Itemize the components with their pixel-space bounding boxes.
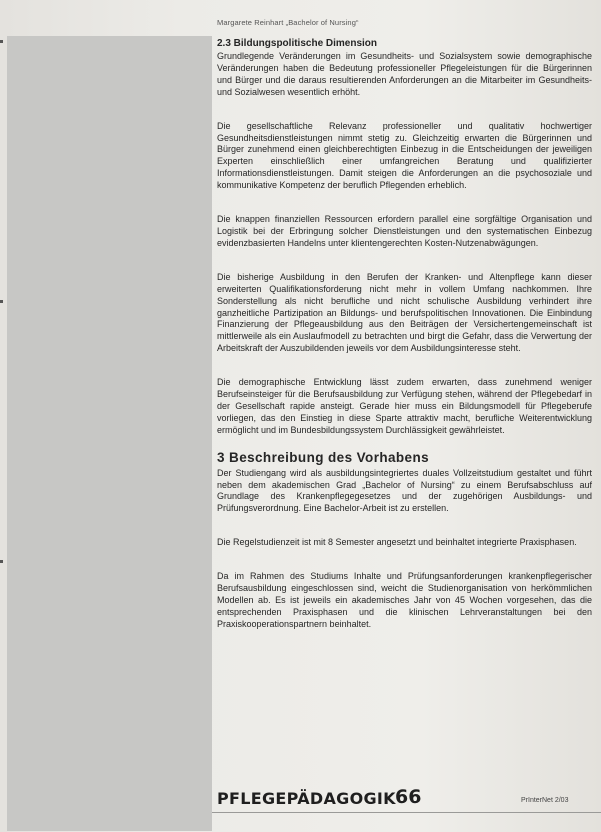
footer-divider — [212, 812, 601, 813]
paragraph: Die Regelstudienzeit ist mit 8 Semester angesetzt und beinhaltet integrierte Praxisphasen. — [217, 537, 577, 548]
left-margin-panel — [7, 36, 212, 831]
paragraph: Die gesellschaftliche Relevanz professioneller und qualitativ hochwertiger Gesundheitsdienstleistungen nimmt stetig zu. Gleichzeitig erwarten die Bürgerinnen und Bürger zunehmend einen gleichberechtigten Einbezug in die Entscheidungen der jeweiligen Experten einschließlich einer umfangreichen Beratung und qualifizierter Informationsdienstleistungen. Damit steigen die Anforderungen an die psychosoziale und kommunikative Kompetenz der beruflich Pflegenden erheblich. — [217, 120, 592, 191]
paragraph: Grundlegende Veränderungen im Gesundheits- und Sozialsystem sowie demographische Veränderungen haben die Bedeutung professioneller Pflegeleistungen für die Bürgerinnen und Bürger und die daraus resultierenden Anforderungen an die Mitarbeiter im Gesundheits- und Sozialwesen wesentlich erhöht. — [217, 51, 592, 97]
margin-mark — [0, 40, 3, 43]
running-header: Margarete Reinhart „Bachelor of Nursing“ — [217, 18, 359, 27]
section-heading-3: 3 Beschreibung des Vorhabens — [217, 449, 430, 465]
journal-logo: PFLEGEPÄDAGOGIK — [217, 789, 396, 808]
paragraph: Die demographische Entwicklung lässt zudem erwarten, dass zunehmend weniger Berufseinsteiger für die Berufsausbildung zur Verfügung stehen, während der Pflegebedarf in der Gesellschaft rapide ansteigt. Gerade hier muss ein Bildungsmodell für Pflegeberufe vorliegen, das den Einstieg in diese Sparte attraktiv macht, berufliche Weiterentwicklung ermöglicht und im Bundesbildungssystem Durchlässigkeit gewährleistet. — [217, 377, 592, 435]
page-content — [217, 38, 592, 631]
issue-label: PrInterNet 2/03 — [521, 797, 569, 804]
section-heading-2-3: 2.3 Bildungspolitische Dimension — [217, 38, 378, 49]
margin-mark — [0, 300, 3, 303]
paragraph: Der Studiengang wird als ausbildungsintegriertes duales Vollzeitstudium gestaltet und führt neben dem akademischen Grad „Bachelor of Nursing“ zu einem Berufsabschluss auf Grundlage des Krankenpflegegesetzes und der zugehörigen Ausbildungs- und Prüfungsverordnung. Eine Bachelor-Arbeit ist zu erstellen. — [217, 467, 592, 514]
page-number: 66 — [395, 786, 422, 808]
paragraph: Die bisherige Ausbildung in den Berufen der Kranken- und Altenpflege kann dieser erweiterten Qualifikationsforderung nicht mehr in vollem Umfang nachkommen. Ihre Sonderstellung als nicht berufliche und nicht schulische Ausbildung verhindert ihre ganzheitliche Partizipation an Bildungs- und berufspolitischen Innovationen. Die Einbindung Finanzierung der Pflegeausbildung aus den Beiträgen der Versichertengemeinschaft ist mittlerweile als ein Auslaufmodell zu betrachten und birgt die Gefahr, dass die Verwertung der Arbeitskraft der Auszubildenden jeweils vor dem Ausbildungsinteresse steht. — [217, 271, 592, 354]
margin-mark — [0, 560, 3, 563]
paragraph: Die knappen finanziellen Ressourcen erfordern parallel eine sorgfältige Organisation und Logistik bei der Erbringung solcher Dienstleistungen und den systematischen Einbezug evidenzbasierten Handelns unter klientengerechten Kosten-Nutzenabwägungen. — [217, 214, 592, 248]
paragraph: Da im Rahmen des Studiums Inhalte und Prüfungsanforderungen krankenpflegerischer Berufsausbildung eingeschlossen sind, weicht die Studienorganisation von herkömmlichen Modellen ab. Es ist jeweils ein akademisches Jahr von 45 Wochen vorgesehen, das die entsprechenden Praxisphasen und die klinischen Lehrveranstaltungen bei den Praxiskooperationspartnern beinhaltet. — [217, 571, 592, 629]
